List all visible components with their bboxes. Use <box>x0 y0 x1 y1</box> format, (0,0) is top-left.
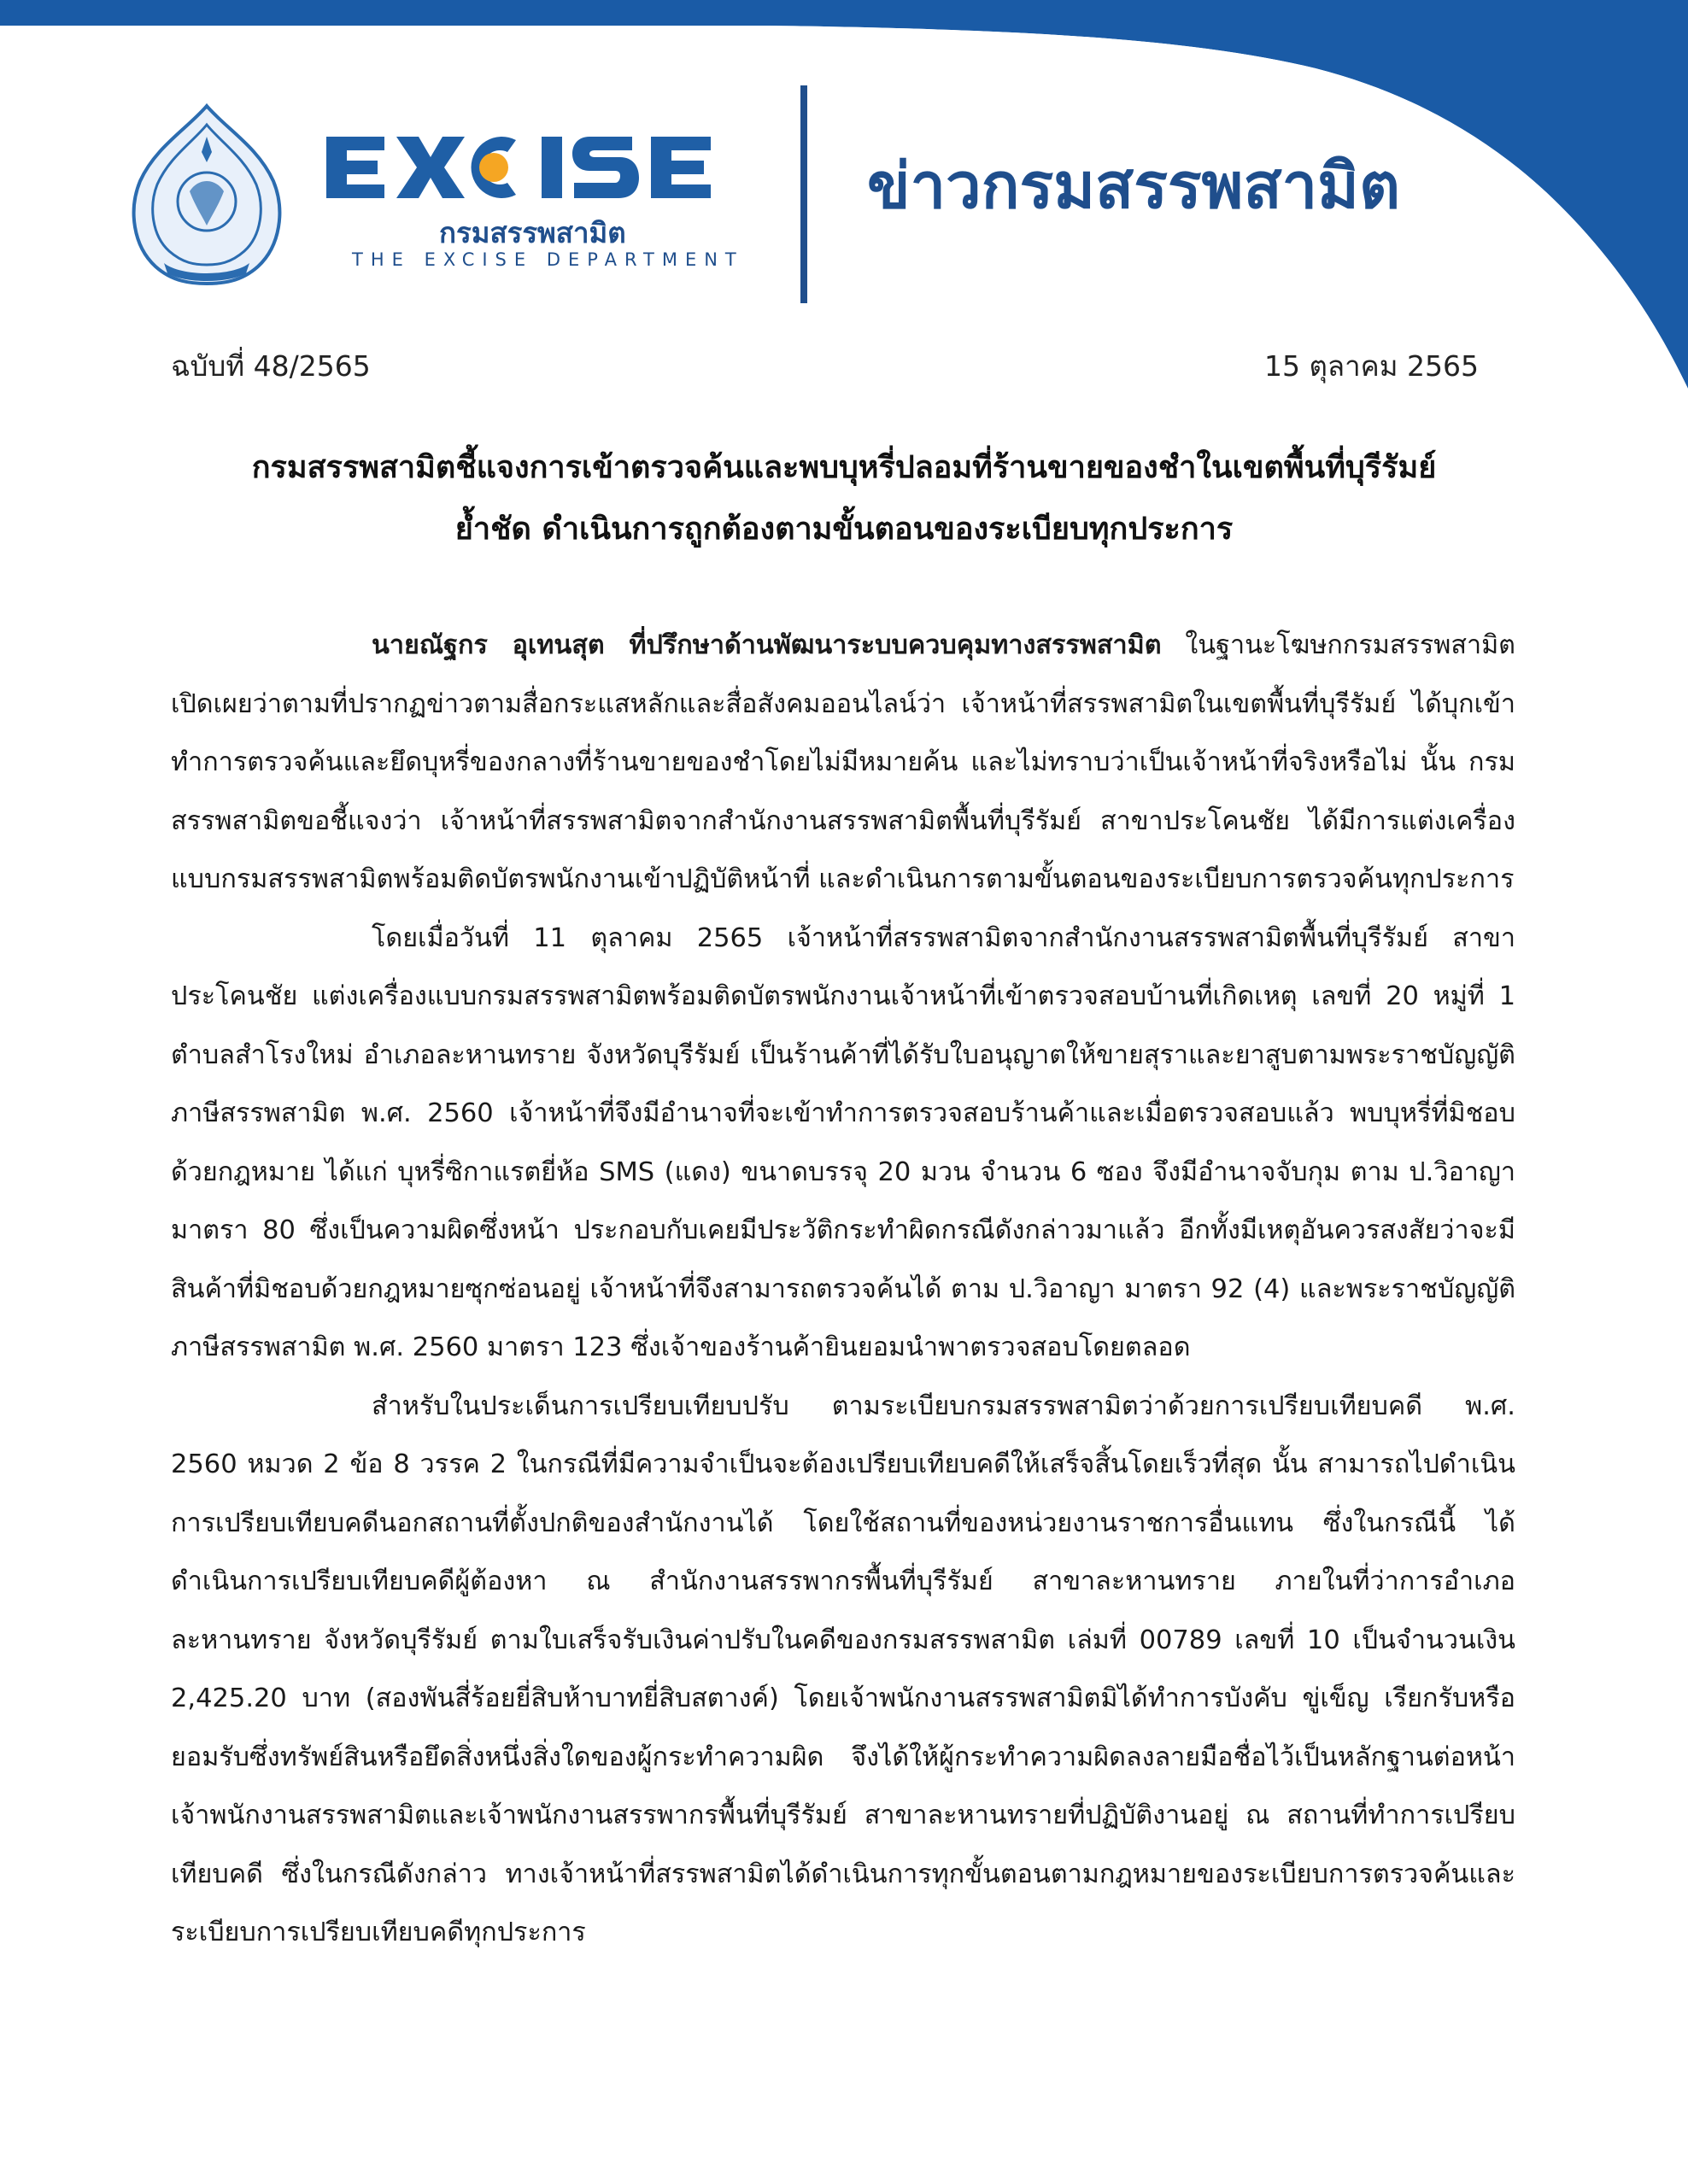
paragraph-3: สำหรับในประเด็นการเปรียบเทียบปรับ ตามระเบียบกรมสรรพสามิตว่าด้วยการเปรียบเทียบคดี พ.ศ. 2560 หมวด 2 ข้อ 8 วรรค 2 ในกรณีที่มีความจำเป็นจะต้องเปรียบเทียบคดีให้เสร็จสิ้นโดยเร็วที่สุด นั้น สามารถไปดำเนินการเปรียบเทียบคดีนอกสถานที่ตั้งปกติของสำนักงานได้ โดยใช้สถานที่ของหน่วยงานราชการอื่นแทน ซึ่งในกรณีนี้ ได้ดำเนินการเปรียบเทียบคดีผู้ต้องหา ณ สำนักงานสรรพากรพื้นที่บุรีรัมย์ สาขาละหานทราย ภายในที่ว่าการอำเภอละหานทราย จังหวัดบุรีรัมย์ ตามใบเสร็จรับเงินค่าปรับในคดีของกรมสรรพสามิต เล่มที่ 00789 เลขที่ 10 เป็นจำนวนเงิน 2,425.20 บาท (สองพันสี่ร้อยยี่สิบห้าบาทยี่สิบสตางค์) โดยเจ้าพนักงานสรรพสามิตมิได้ทำการบังคับ ขู่เข็ญ เรียกรับหรือยอมรับซึ่งทรัพย์สินหรือยึดสิ่งหนึ่งสิ่งใดของผู้กระทำความผิด จึงได้ให้ผู้กระทำความผิดลงลายมือชื่อไว้เป็นหลักฐานต่อหน้าเจ้าพนักงานสรรพสามิตและเจ้าพนักงานสรรพากรพื้นที่บุรีรัมย์ สาขาละหานทรายที่ปฏิบัติงานอยู่ ณ สถานที่ทำการเปรียบเทียบคดี ซึ่งในกรณีดังกล่าว ทางเจ้าหน้าที่สรรพสามิตได้ดำเนินการทุกขั้นตอนตามกฎหมายของระเบียบการตรวจค้นและระเบียบการเปรียบเทียบคดีทุกประการ <box>171 1391 1515 1947</box>
section-title: ข่าวกรมสรรพสามิต <box>867 149 1401 223</box>
article-body <box>171 617 1515 1963</box>
issue-number: ฉบับที่ 48/2565 <box>171 349 371 383</box>
paragraph-1 <box>171 617 1515 910</box>
issue-date: 15 ตุลาคม 2565 <box>1264 349 1479 383</box>
excise-seal-emblem <box>130 102 284 286</box>
paragraph-2: โดยเมื่อวันที่ 11 ตุลาคม 2565 เจ้าหน้าที่สรรพสามิตจากสำนักงานสรรพสามิตพื้นที่บุรีรัมย์ สาขาประโคนชัย แต่งเครื่องแบบกรมสรรพสามิตพร้อมติดบัตรพนักงานเจ้าหน้าที่เข้าตรวจสอบบ้านที่เกิดเหตุ เลขที่ 20 หมู่ที่ 1 ตำบลสำโรงใหม่ อำเภอละหานทราย จังหวัดบุรีรัมย์ เป็นร้านค้าที่ได้รับใบอนุญาตให้ขายสุราและยาสูบตามพระราชบัญญัติภาษีสรรพสามิต พ.ศ. 2560 เจ้าหน้าที่จึงมีอำนาจที่จะเข้าทำการตรวจสอบร้านค้าและเมื่อตรวจสอบแล้ว พบบุหรี่ที่มิชอบด้วยกฎหมาย ได้แก่ บุหรี่ซิกาแรตยี่ห้อ SMS (แดง) ขนาดบรรจุ 20 มวน จำนวน 6 ซอง จึงมีอำนาจจับกุม ตาม ป.วิอาญา มาตรา 80 ซึ่งเป็นความผิดซึ่งหน้า ประกอบกับเคยมีประวัติกระทำผิดกรณีดังกล่าวมาแล้ว อีกทั้งมีเหตุอันควรสงสัยว่าจะมีสินค้าที่มิชอบด้วยกฎหมายซุกซ่อนอยู่ เจ้าหน้าที่จึงสามารถตรวจค้นได้ ตาม ป.วิอาญา มาตรา 92 (4) และพระราชบัญญัติภาษีสรรพสามิต พ.ศ. 2560 มาตรา 123 ซึ่งเจ้าของร้านค้ายินยอมนำพาตรวจสอบโดยตลอด <box>171 922 1515 1362</box>
headline-line-2: ย้ำชัด ดำเนินการถูกต้องตามขั้นตอนของระเบียบทุกประการ <box>454 512 1234 547</box>
excise-wordmark <box>318 121 728 214</box>
brand-english-name: THE EXCISE DEPARTMENT <box>352 249 744 270</box>
headline <box>120 437 1568 560</box>
header-divider <box>800 85 807 303</box>
spokesperson-lead: นายณัฐกร อุเทนสุต ที่ปรึกษาด้านพัฒนาระบบควบคุมทางสรรพสามิต <box>372 630 1162 660</box>
headline-line-1: กรมสรรพสามิตชี้แจงการเข้าตรวจค้นและพบบุหรี่ปลอมที่ร้านขายของชำในเขตพื้นที่บุรีรัมย์ <box>251 450 1437 485</box>
excise-logo <box>318 121 744 275</box>
paragraph-1-text: ในฐานะโฆษกกรมสรรพสามิต เปิดเผยว่าตามที่ปรากฏข่าวตามสื่อกระแสหลักและสื่อสังคมออนไลน์ว่า เจ้าหน้าที่สรรพสามิตในเขตพื้นที่บุรีรัมย์ ได้บุกเข้าทำการตรวจค้นและยึดบุหรี่ของกลางที่ร้านขายของชำโดยไม่มีหมายค้น และไม่ทราบว่าเป็นเจ้าหน้าที่จริงหรือไม่ นั้น กรมสรรพสามิตขอชี้แจงว่า เจ้าหน้าที่สรรพสามิตจากสำนักงานสรรพสามิตพื้นที่บุรีรัมย์ สาขาประโคนชัย ได้มีการแต่งเครื่องแบบกรมสรรพสามิตพร้อมติดบัตรพนักงานเข้าปฏิบัติหน้าที่ และดำเนินการตามขั้นตอนของระเบียบการตรวจค้นทุกประการ <box>171 630 1515 894</box>
brand-thai-name: กรมสรรพสามิต <box>439 216 626 249</box>
